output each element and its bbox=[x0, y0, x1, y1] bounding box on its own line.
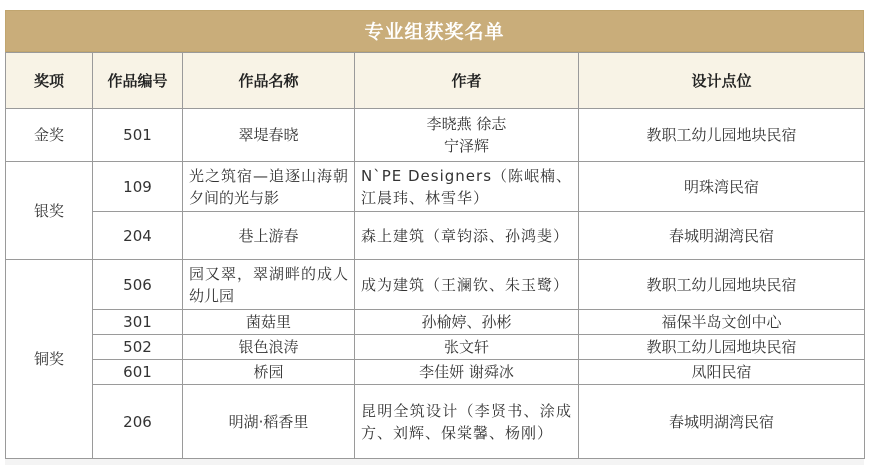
award-silver: 银奖 bbox=[6, 162, 93, 260]
table-row bbox=[6, 162, 865, 212]
table-title: 专业组获奖名单 bbox=[5, 10, 864, 52]
table-row bbox=[6, 310, 865, 335]
work-name: 巷上游春 bbox=[183, 212, 355, 260]
header-author: 作者 bbox=[355, 53, 579, 109]
author: 成为建筑（王澜钦、朱玉鹭） bbox=[355, 260, 579, 310]
work-id: 502 bbox=[93, 335, 183, 360]
header-work-id: 作品编号 bbox=[93, 53, 183, 109]
award-table bbox=[5, 52, 865, 459]
design-site: 明珠湾民宿 bbox=[579, 162, 865, 212]
header-design-site: 设计点位 bbox=[579, 53, 865, 109]
table-row bbox=[6, 335, 865, 360]
design-site: 凤阳民宿 bbox=[579, 360, 865, 385]
work-name: 银色浪涛 bbox=[183, 335, 355, 360]
work-id: 204 bbox=[93, 212, 183, 260]
award-gold: 金奖 bbox=[6, 109, 93, 162]
work-id: 501 bbox=[93, 109, 183, 162]
work-name: 园又翠，翠湖畔的成人幼儿园 bbox=[183, 260, 355, 310]
design-site: 春城明湖湾民宿 bbox=[579, 385, 865, 459]
header-work-name: 作品名称 bbox=[183, 53, 355, 109]
design-site: 教职工幼儿园地块民宿 bbox=[579, 109, 865, 162]
award-bronze: 铜奖 bbox=[6, 260, 93, 459]
work-name: 明湖·稻香里 bbox=[183, 385, 355, 459]
table-row bbox=[6, 109, 865, 162]
author: 张文轩 bbox=[355, 335, 579, 360]
author: 昆明全筑设计（李贤书、涂成方、刘辉、保棠馨、杨刚） bbox=[355, 385, 579, 459]
header-award: 奖项 bbox=[6, 53, 93, 109]
table-row bbox=[6, 260, 865, 310]
work-name: 菌菇里 bbox=[183, 310, 355, 335]
table-row bbox=[6, 212, 865, 260]
author-line: 宁泽辉 bbox=[443, 137, 489, 155]
design-site: 福保半岛文创中心 bbox=[579, 310, 865, 335]
award-list bbox=[5, 10, 864, 465]
author: 森上建筑（章钧添、孙鸿斐） bbox=[355, 212, 579, 260]
author: 孙榆婷、孙彬 bbox=[355, 310, 579, 335]
design-site: 教职工幼儿园地块民宿 bbox=[579, 260, 865, 310]
work-name: 桥园 bbox=[183, 360, 355, 385]
work-name: 翠堤春晓 bbox=[183, 109, 355, 162]
design-site: 春城明湖湾民宿 bbox=[579, 212, 865, 260]
design-site: 教职工幼儿园地块民宿 bbox=[579, 335, 865, 360]
author-line: 李晓燕 徐志 bbox=[426, 115, 507, 133]
work-id: 601 bbox=[93, 360, 183, 385]
work-id: 506 bbox=[93, 260, 183, 310]
author: N`PE Designers（陈岷楠、江晨玮、林雪华） bbox=[355, 162, 579, 212]
work-id: 301 bbox=[93, 310, 183, 335]
table-row bbox=[6, 360, 865, 385]
bottom-strip bbox=[5, 459, 864, 465]
work-id: 109 bbox=[93, 162, 183, 212]
header-row bbox=[6, 53, 865, 109]
author: 李佳妍 谢舜冰 bbox=[355, 360, 579, 385]
work-id: 206 bbox=[93, 385, 183, 459]
table-row bbox=[6, 385, 865, 459]
work-name: 光之筑宿—追逐山海朝夕间的光与影 bbox=[183, 162, 355, 212]
author bbox=[355, 109, 579, 162]
